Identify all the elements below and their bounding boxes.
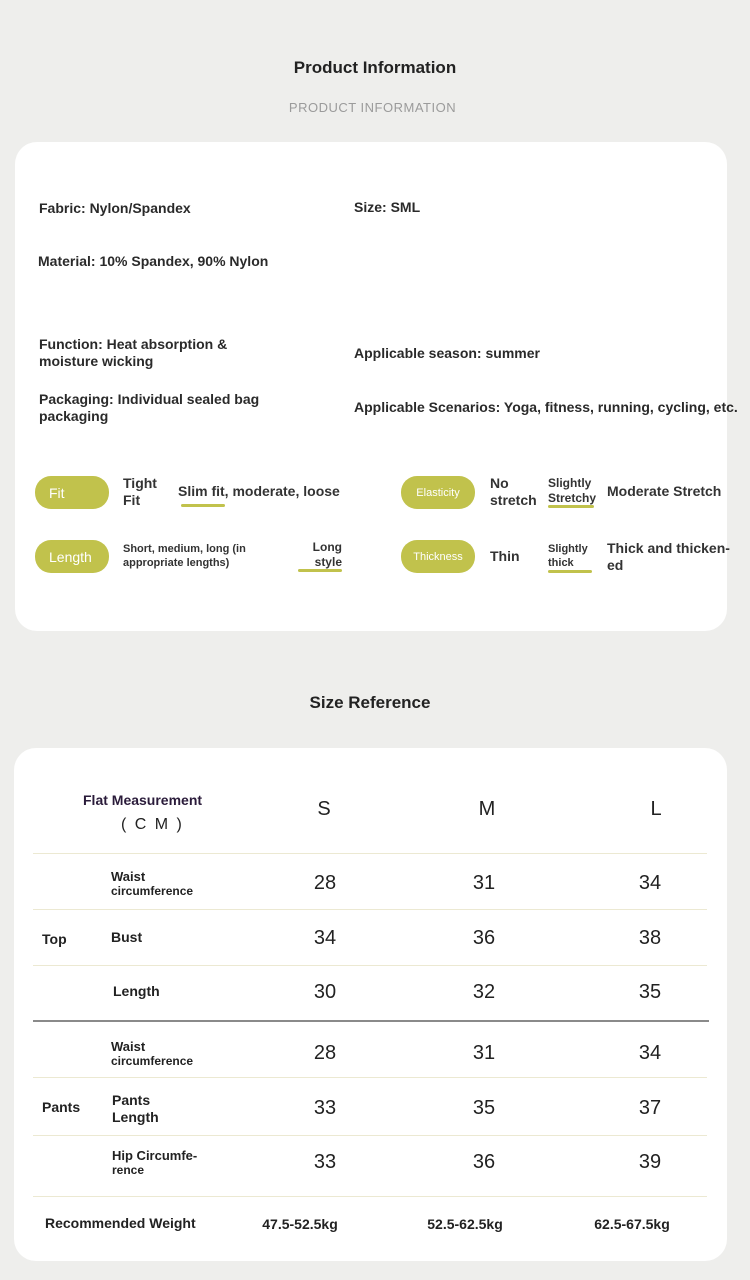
recommended-weight-label: Recommended Weight xyxy=(45,1215,196,1231)
length-option-short xyxy=(123,542,246,570)
elasticity-label: Elasticity xyxy=(416,486,460,499)
elasticity-option-slight-l1: Slightly xyxy=(548,476,592,490)
row-label-pants-waist-l2: circumference xyxy=(111,1054,194,1068)
fabric-info: Fabric: Nylon/Spandex xyxy=(39,200,191,216)
row-label-pants-hip-l1: Hip Circumfe- xyxy=(112,1148,198,1163)
row-label-top-waist-l1: Waist xyxy=(111,869,146,884)
thickness-label: Thickness xyxy=(413,550,463,563)
divider xyxy=(33,1077,707,1078)
length-option-short-l2: appropriate lengths) xyxy=(123,557,230,569)
cell-pants-hip-s: 33 xyxy=(313,1151,337,1173)
cell-pants-waist-s: 28 xyxy=(313,1042,337,1064)
cell-top-waist-l: 34 xyxy=(638,872,662,894)
divider xyxy=(33,1135,707,1136)
row-label-top-waist xyxy=(111,869,193,899)
length-label: Length xyxy=(49,548,92,565)
thickness-option-slight-l2: thick xyxy=(548,557,574,569)
thickness-option-slight-l1: Slightly xyxy=(548,543,588,555)
thickness-pill xyxy=(401,540,475,573)
row-label-pants-length-l1: Pants xyxy=(112,1092,151,1108)
fit-label: Fit xyxy=(49,484,65,501)
cell-top-waist-s: 28 xyxy=(313,872,337,894)
thickness-option-thick-l2: ed xyxy=(607,557,624,573)
row-label-pants-waist-l1: Waist xyxy=(111,1039,146,1054)
cell-top-bust-s: 34 xyxy=(313,927,337,949)
function-line-1: Function: Heat absorption & xyxy=(39,336,228,352)
cell-top-length-s: 30 xyxy=(313,981,337,1003)
divider xyxy=(33,909,707,910)
cell-top-length-l: 35 xyxy=(638,981,662,1003)
flat-measurement-header: Flat Measurement xyxy=(83,792,203,808)
group-label-pants: Pants xyxy=(42,1099,81,1115)
row-label-pants-waist xyxy=(111,1039,193,1069)
elasticity-option-none-l2: stretch xyxy=(490,492,537,508)
size-reference-title: Size Reference xyxy=(309,693,431,712)
thickness-option-thin: Thin xyxy=(490,548,520,564)
thickness-option-slight xyxy=(548,542,588,570)
fit-option-tight-l2: Fit xyxy=(123,492,141,508)
divider xyxy=(33,853,707,854)
cell-top-waist-m: 31 xyxy=(472,872,496,894)
row-label-top-bust: Bust xyxy=(111,929,143,945)
fit-option-tight-l1: Tight xyxy=(123,475,157,491)
size-header-m: M xyxy=(478,798,496,820)
elasticity-selected-underline xyxy=(548,505,594,508)
fit-option-tight xyxy=(123,475,157,509)
size-header-s: S xyxy=(317,798,331,820)
cell-pants-hip-m: 36 xyxy=(472,1151,496,1173)
elasticity-option-none xyxy=(490,475,537,509)
group-divider xyxy=(33,1020,709,1022)
elasticity-option-slight xyxy=(548,476,596,506)
group-label-top: Top xyxy=(42,931,67,947)
elasticity-option-none-l1: No xyxy=(490,475,509,491)
divider xyxy=(33,965,707,966)
cell-pants-length-m: 35 xyxy=(472,1097,496,1119)
cell-top-bust-m: 36 xyxy=(472,927,496,949)
row-label-pants-length xyxy=(112,1092,159,1126)
cell-pants-length-l: 37 xyxy=(638,1097,662,1119)
unit-header: ( C M ) xyxy=(121,816,184,833)
packaging-info xyxy=(39,391,259,425)
row-label-pants-hip-l2: rence xyxy=(112,1163,145,1177)
thickness-option-thick xyxy=(607,540,730,574)
cell-pants-waist-m: 31 xyxy=(472,1042,496,1064)
elasticity-pill xyxy=(401,476,475,509)
elasticity-option-moderate: Moderate Stretch xyxy=(607,483,722,499)
length-selected-underline xyxy=(298,569,342,572)
length-option-long-l2: style xyxy=(314,555,342,569)
cell-pants-length-s: 33 xyxy=(313,1097,337,1119)
weight-l: 62.5-67.5kg xyxy=(594,1216,670,1232)
thickness-selected-underline xyxy=(548,570,592,573)
weight-s: 47.5-52.5kg xyxy=(262,1216,338,1232)
row-label-top-waist-l2: circumference xyxy=(111,884,194,898)
fit-option-slim: Slim fit, moderate, loose xyxy=(178,483,340,499)
season-info: Applicable season: summer xyxy=(354,345,540,361)
size-header-l: L xyxy=(650,798,662,820)
length-option-long-l1: Long xyxy=(312,540,342,554)
function-info xyxy=(39,336,227,370)
packaging-line-1: Packaging: Individual sealed bag xyxy=(39,391,260,407)
length-pill xyxy=(35,540,109,573)
divider xyxy=(33,1196,707,1197)
cell-pants-waist-l: 34 xyxy=(638,1042,662,1064)
thickness-option-thick-l1: Thick and thicken- xyxy=(607,540,730,556)
elasticity-option-slight-l2: Stretchy xyxy=(548,491,597,505)
cell-top-bust-l: 38 xyxy=(638,927,662,949)
scenarios-info: Applicable Scenarios: Yoga, fitness, running, cycling, etc. xyxy=(354,399,738,415)
cell-pants-hip-l: 39 xyxy=(638,1151,662,1173)
fit-pill xyxy=(35,476,109,509)
length-option-long xyxy=(300,540,342,570)
weight-m: 52.5-62.5kg xyxy=(427,1216,503,1232)
size-info: Size: SML xyxy=(354,199,421,215)
packaging-line-2: packaging xyxy=(39,408,109,424)
row-label-pants-hip xyxy=(112,1148,197,1178)
cell-top-length-m: 32 xyxy=(472,981,496,1003)
fit-selected-underline xyxy=(181,504,225,507)
page-subtitle: PRODUCT INFORMATION xyxy=(288,100,457,115)
material-info: Material: 10% Spandex, 90% Nylon xyxy=(38,253,269,269)
page-title: Product Information xyxy=(293,58,457,77)
length-option-short-l1: Short, medium, long (in xyxy=(123,543,246,555)
row-label-top-length: Length xyxy=(113,983,160,999)
row-label-pants-length-l2: Length xyxy=(112,1109,159,1125)
function-line-2: moisture wicking xyxy=(39,353,154,369)
